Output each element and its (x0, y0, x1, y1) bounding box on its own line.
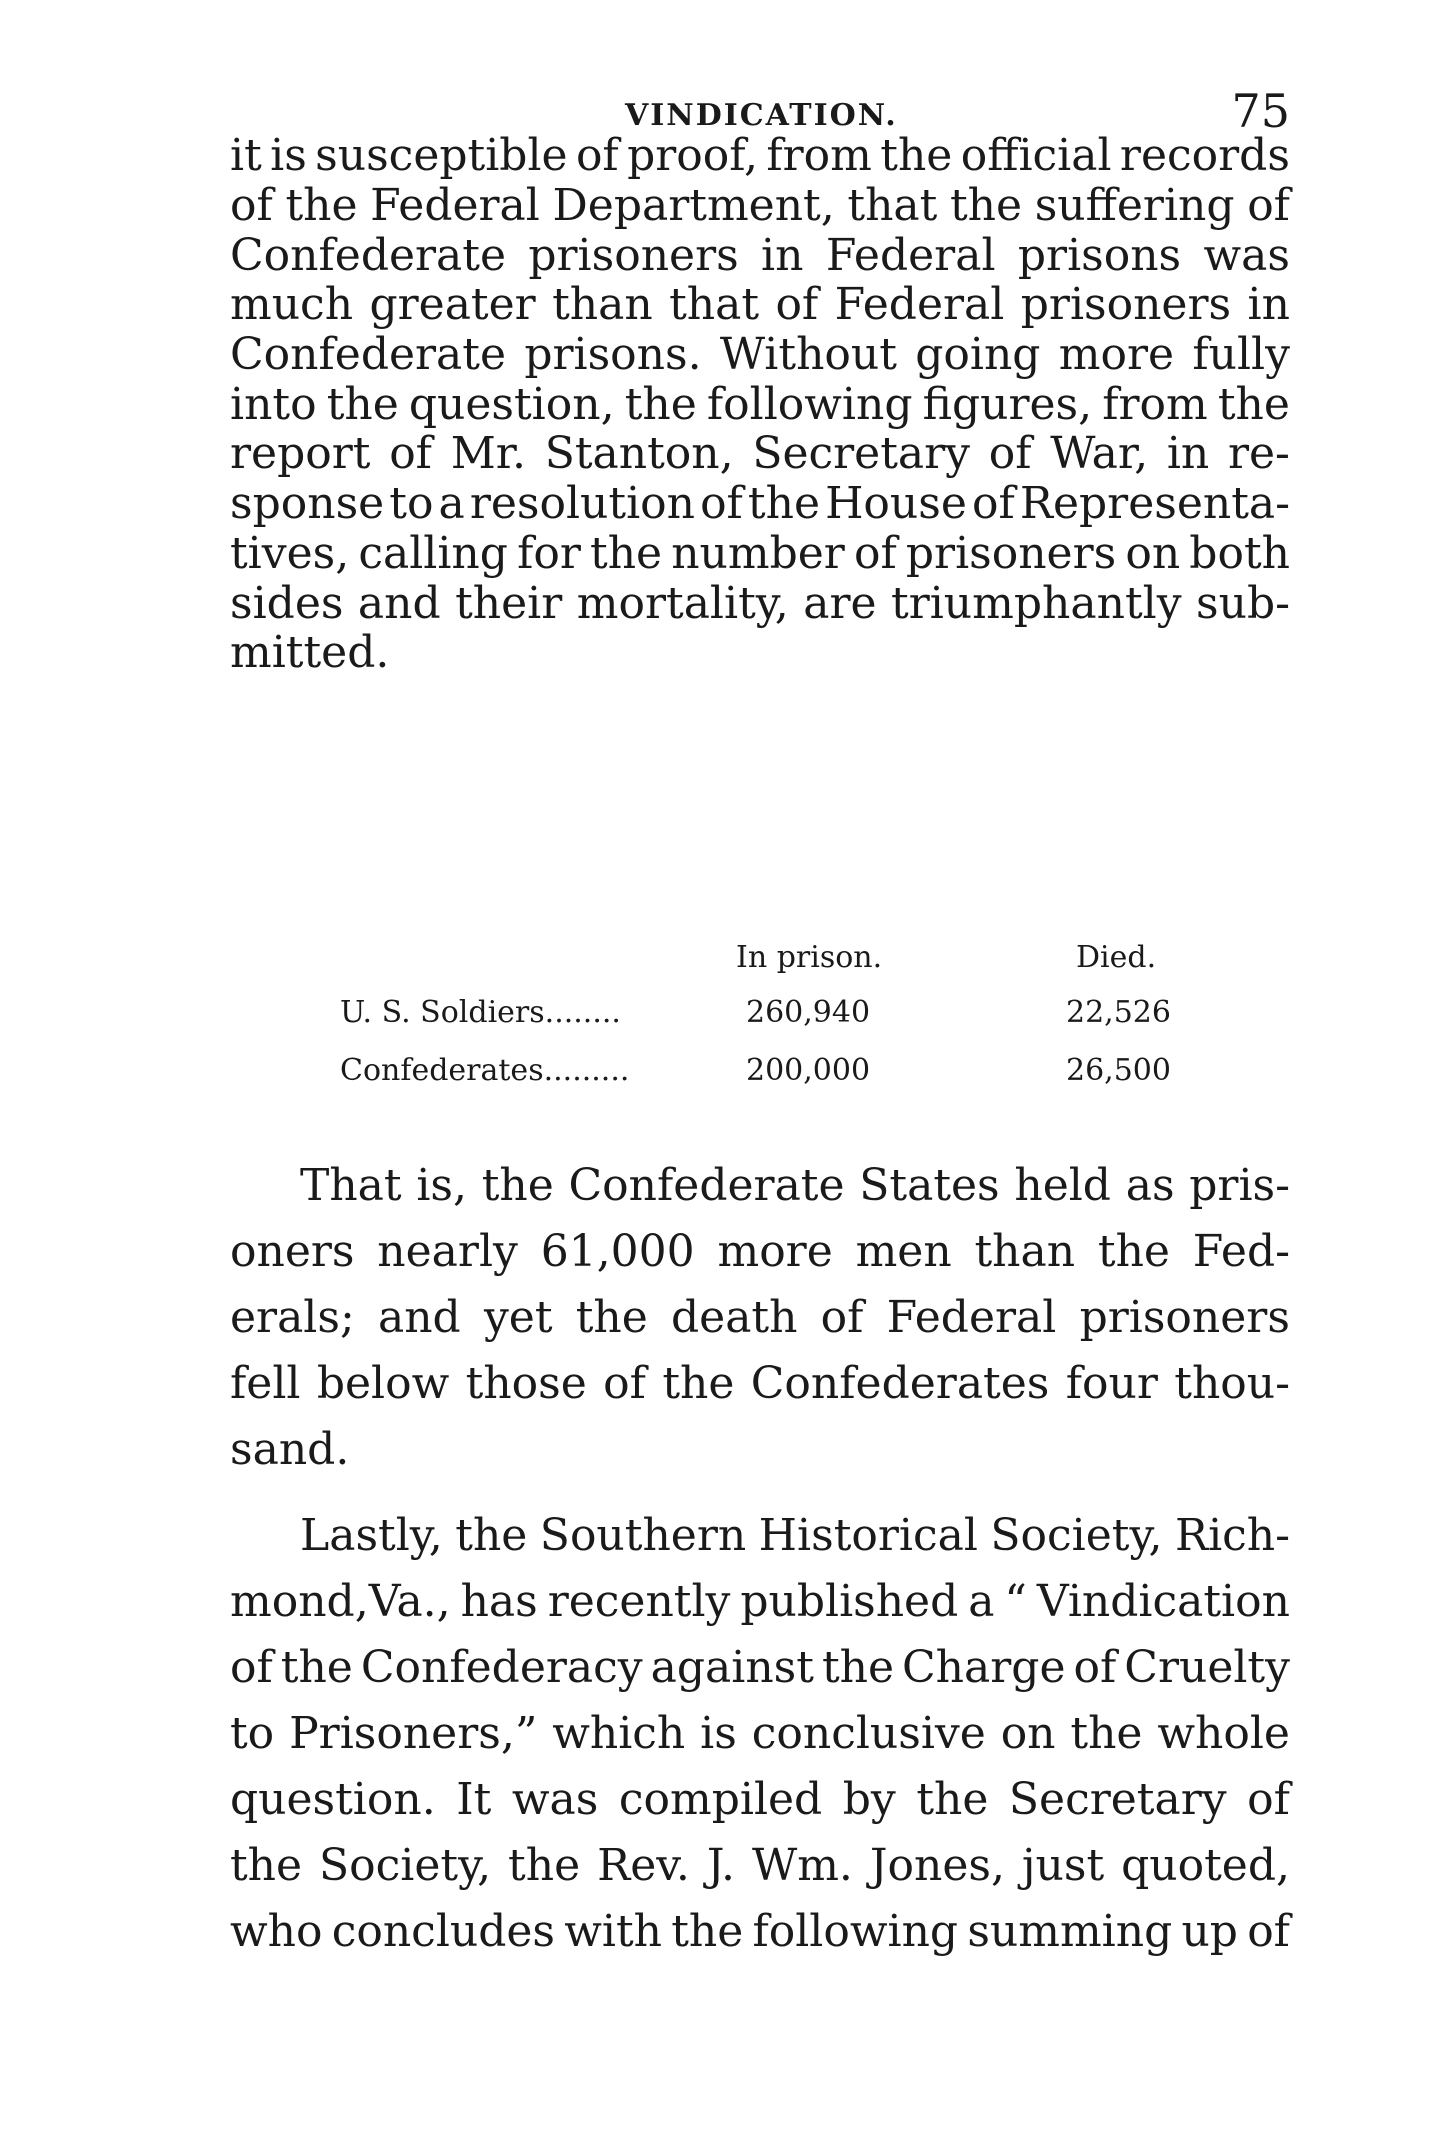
word: Charge (902, 1642, 1066, 1693)
word: in (1247, 279, 1290, 330)
word: the (285, 180, 358, 231)
word: as (1125, 1160, 1175, 1211)
word: Confederate (568, 1160, 845, 1211)
word: is, (416, 1160, 467, 1211)
row-in-prison: 260,940 (746, 995, 871, 1030)
word: recently (547, 1576, 731, 1627)
word: Prisoners,” (289, 1708, 538, 1759)
word: erals; (230, 1292, 355, 1343)
word: to (230, 1708, 275, 1759)
running-title: VINDICATION. (625, 98, 898, 133)
word: proof, (627, 130, 758, 181)
word: it (230, 130, 262, 181)
word: with (564, 1906, 662, 1957)
word: prisons (1017, 230, 1182, 281)
word: the (662, 1358, 735, 1409)
text-line (230, 1898, 1290, 1966)
text-line (230, 1766, 1290, 1834)
word: susceptible (315, 130, 568, 181)
word: Southern (539, 1510, 747, 1561)
row-label: Confederates......... (340, 1053, 630, 1088)
word: is (700, 1708, 737, 1759)
word: resolution (469, 478, 695, 529)
word: Society, (319, 1840, 492, 1891)
word: the (916, 1774, 989, 1825)
word: of (700, 478, 743, 529)
word: both (1189, 528, 1290, 579)
word: up (1181, 1906, 1238, 1957)
word: “ (1004, 1576, 1027, 1627)
word: Cruelty (1124, 1642, 1290, 1693)
word: summing (967, 1906, 1173, 1957)
word: That (300, 1160, 402, 1211)
word: States (859, 1160, 1000, 1211)
word: fell (230, 1358, 301, 1409)
word: published (740, 1576, 959, 1627)
word: of (820, 1292, 864, 1343)
word: prisons. (524, 329, 702, 380)
word: their (455, 578, 563, 629)
word: thou- (1174, 1358, 1290, 1409)
word: sponse (230, 478, 385, 529)
word: on (1000, 1708, 1056, 1759)
word: House (825, 478, 967, 529)
text-line: mitted. (230, 627, 390, 678)
word: question, (408, 379, 615, 430)
word: than (974, 1226, 1076, 1277)
word: mortality, (576, 578, 789, 629)
column-header-in-prison: In prison. (736, 940, 883, 975)
word: following (706, 379, 913, 430)
table-row (340, 1053, 1180, 1101)
word: the (590, 528, 663, 579)
row-died: 22,526 (1066, 995, 1171, 1030)
word: Vindication (1036, 1576, 1290, 1627)
word: nearly (377, 1226, 518, 1277)
word: Stanton, (544, 428, 734, 479)
row-died: 26,500 (1066, 1053, 1171, 1088)
word: of (575, 130, 619, 181)
word: question. (230, 1774, 436, 1825)
word: J. (706, 1840, 736, 1891)
word: from (1102, 379, 1208, 430)
word: men (855, 1226, 952, 1277)
word: the (949, 180, 1023, 231)
word: Fed- (1192, 1226, 1290, 1277)
word: Confederate (230, 329, 507, 380)
word: conclusive (751, 1708, 986, 1759)
text-line (230, 1284, 1290, 1352)
text-line (300, 1152, 1290, 1220)
column-header-died: Died. (1076, 940, 1157, 975)
word: the (455, 1510, 528, 1561)
word: and (357, 578, 441, 629)
word: into (230, 379, 317, 430)
word: Secretary (1008, 1774, 1227, 1825)
word: of (971, 478, 1015, 529)
word: the (624, 379, 697, 430)
word: Rev. (597, 1840, 690, 1891)
word: the (747, 478, 820, 529)
word: below (316, 1358, 450, 1409)
word: and (377, 1292, 461, 1343)
word: that (847, 180, 938, 231)
word: just (1021, 1840, 1105, 1891)
word: for (517, 528, 581, 579)
word: is (270, 130, 307, 181)
word: the (326, 379, 399, 430)
word: report (230, 428, 371, 479)
word: 61,000 (540, 1226, 695, 1277)
word: in (761, 230, 804, 281)
word: the (1217, 379, 1290, 430)
word: held (1014, 1160, 1111, 1211)
word: prisoners (1079, 1292, 1290, 1343)
text-line (230, 1700, 1290, 1768)
word: prisoners (905, 528, 1117, 579)
word: of (1073, 1642, 1117, 1693)
word: Representa- (1019, 478, 1290, 529)
word: to (389, 478, 434, 529)
word: sub- (1196, 578, 1290, 629)
word: in (1166, 428, 1210, 479)
word: on (1125, 528, 1181, 579)
word: Secretary (752, 428, 971, 479)
word: figures, (922, 379, 1093, 430)
word: War, (1050, 428, 1149, 479)
word: records (1119, 130, 1290, 181)
text-line (230, 1350, 1290, 1418)
word: Department, (552, 180, 835, 231)
word: the (880, 130, 953, 181)
word: the (1070, 1708, 1143, 1759)
word: suffering (1034, 180, 1235, 231)
word: has (460, 1576, 538, 1627)
text-line (230, 1218, 1290, 1286)
word: of (230, 1642, 273, 1693)
word: of (389, 428, 432, 479)
word: Lastly, (300, 1510, 443, 1561)
word: by (842, 1774, 896, 1825)
word: those (465, 1358, 587, 1409)
word: mond,Va., (230, 1576, 451, 1627)
word: Confederate (230, 230, 507, 281)
text-line (230, 1832, 1290, 1900)
word: Wm. (751, 1840, 853, 1891)
word: more (717, 1226, 833, 1277)
word: Confederates (750, 1358, 1050, 1409)
word: re- (1227, 428, 1290, 479)
word: much (230, 279, 354, 330)
word: a (968, 1576, 995, 1627)
text-line (230, 1568, 1290, 1636)
word: sides (230, 578, 344, 629)
word: Jones, (869, 1840, 1005, 1891)
word: from (766, 130, 872, 181)
word: Rich- (1174, 1510, 1290, 1561)
table-row (340, 995, 1180, 1043)
word: was (511, 1774, 599, 1825)
word: which (552, 1708, 686, 1759)
word: tives, (230, 528, 350, 579)
word: prisoners (1020, 279, 1232, 330)
word: a (438, 478, 465, 529)
word: yet (483, 1292, 553, 1343)
word: Federal (834, 279, 1005, 330)
word: death (670, 1292, 798, 1343)
word: number (671, 528, 845, 579)
word: was (1203, 230, 1290, 281)
row-in-prison: 200,000 (746, 1053, 871, 1088)
word: Mr. (450, 428, 526, 479)
word: prisoners (528, 230, 739, 281)
text-line (300, 1502, 1290, 1570)
word: the (575, 1292, 648, 1343)
word: Historical (758, 1510, 978, 1561)
word: four (1065, 1358, 1158, 1409)
word: of (853, 528, 897, 579)
word: whole (1157, 1708, 1290, 1759)
word: fully (1192, 329, 1290, 380)
word: the (230, 1840, 303, 1891)
text-line: sand. (230, 1424, 350, 1475)
word: more (1058, 329, 1175, 380)
table-header (340, 940, 1180, 980)
word: quoted, (1121, 1840, 1290, 1891)
word: of (988, 428, 1032, 479)
word: that (669, 279, 760, 330)
text-line (230, 1634, 1290, 1702)
word: oners (230, 1226, 355, 1277)
word: Federal (825, 230, 996, 281)
word: of (1247, 1774, 1290, 1825)
word: the (280, 1642, 353, 1693)
word: than (552, 279, 653, 330)
word: the (481, 1160, 554, 1211)
word: the (508, 1840, 581, 1891)
word: of (1247, 1906, 1290, 1957)
word: greater (369, 279, 536, 330)
word: the (1097, 1226, 1170, 1277)
word: are (803, 578, 877, 629)
word: of (230, 180, 273, 231)
word: of (603, 1358, 646, 1409)
word: against (650, 1642, 814, 1693)
word: official (960, 130, 1112, 181)
word: the (821, 1642, 895, 1693)
word: compiled (618, 1774, 823, 1825)
word: Confederacy (360, 1642, 643, 1693)
word: Without (719, 329, 897, 380)
word: triumphantly (891, 578, 1182, 629)
word: going (915, 329, 1041, 380)
word: Federal (886, 1292, 1057, 1343)
word: Society, (990, 1510, 1163, 1561)
word: following (752, 1906, 959, 1957)
word: of (1247, 180, 1290, 231)
word: calling (358, 528, 508, 579)
word: pris- (1189, 1160, 1290, 1211)
word: the (671, 1906, 744, 1957)
word: of (775, 279, 819, 330)
word: concludes (331, 1906, 556, 1957)
page-number: 75 (1231, 84, 1290, 138)
word: Federal (370, 180, 540, 231)
row-label: U. S. Soldiers........ (340, 995, 621, 1030)
word: It (456, 1774, 492, 1825)
word: who (230, 1906, 323, 1957)
